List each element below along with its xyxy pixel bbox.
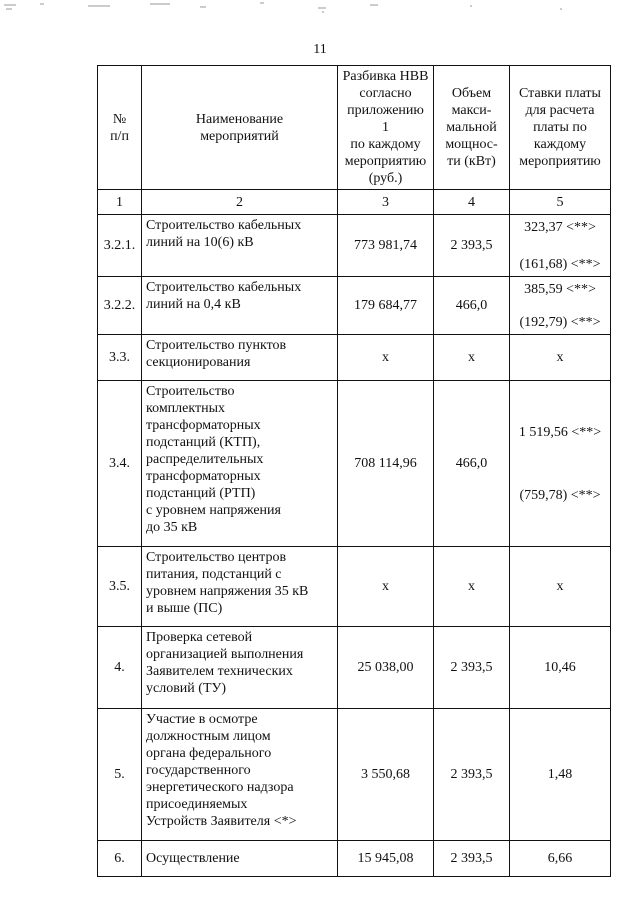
row-name-text: Строительство центров питания, подстанций с уровнем напряжения 35 кВ и выше (ПС) [146, 550, 309, 616]
row-name [142, 841, 338, 877]
row-number: 3.5. [98, 547, 142, 627]
row-power: 2 393,5 [434, 709, 510, 841]
header-rate-text: Ставки платы для расчета платы по каждому мероприятию [519, 86, 601, 169]
rate-top: 1 519,56 <**> [518, 424, 602, 440]
row-name-text: Строительство комплектных трансформаторных подстанций (КТП), распределительных трансформаторных подстанций (РТП) с уровнем напряжения до 35 кВ [146, 384, 281, 535]
header-name-text: Наименование мероприятий [195, 111, 284, 144]
row-number: 3.4. [98, 381, 142, 547]
row-number: 3.2.1. [98, 215, 142, 277]
row-rate: х [510, 335, 611, 381]
row-name [142, 215, 338, 277]
row-rate [510, 215, 611, 277]
row-nvv: х [338, 335, 434, 381]
header-name [142, 66, 338, 190]
table-row [98, 547, 611, 627]
header-rate [510, 66, 611, 190]
row-name-text: Строительство кабельных линий на 0,4 кВ [146, 280, 302, 312]
rate-stack [514, 424, 606, 504]
row-power: 466,0 [434, 381, 510, 547]
row-power: 2 393,5 [434, 627, 510, 709]
header-row [98, 66, 611, 190]
row-name [142, 627, 338, 709]
row-name-text: Строительство кабельных линий на 10(6) кВ [146, 218, 302, 250]
table-row [98, 381, 611, 547]
row-nvv: 15 945,08 [338, 841, 434, 877]
row-name [142, 547, 338, 627]
row-nvv: 773 981,74 [338, 215, 434, 277]
row-number: 5. [98, 709, 142, 841]
scan-artifact-marks [0, 0, 640, 16]
rate-stack [514, 219, 606, 273]
header-power [434, 66, 510, 190]
column-number: 3 [338, 190, 434, 215]
rate-stack [514, 281, 606, 331]
row-rate: 1,48 [510, 709, 611, 841]
table-row [98, 215, 611, 277]
column-number: 5 [510, 190, 611, 215]
header-power-text: Объем макси- мальной мощнос- ти (кВт) [445, 86, 498, 169]
table-row [98, 277, 611, 335]
row-number: 3.3. [98, 335, 142, 381]
row-nvv: 3 550,68 [338, 709, 434, 841]
header-no [98, 66, 142, 190]
row-name-text: Строительство пунктов секционирования [146, 338, 287, 370]
row-rate [510, 277, 611, 335]
row-name-text: Проверка сетевой организацией выполнения Заявителем технических условий (ТУ) [146, 630, 304, 696]
table-row [98, 627, 611, 709]
row-power: х [434, 547, 510, 627]
row-power: 2 393,5 [434, 215, 510, 277]
row-name [142, 335, 338, 381]
row-nvv: х [338, 547, 434, 627]
row-rate: х [510, 547, 611, 627]
row-name-text: Осуществление [146, 851, 240, 866]
column-number-row [98, 190, 611, 215]
row-nvv: 25 038,00 [338, 627, 434, 709]
rate-bottom: (161,68) <**> [519, 256, 601, 272]
rate-top: 323,37 <**> [524, 219, 596, 235]
table-row [98, 709, 611, 841]
row-name [142, 381, 338, 547]
row-nvv: 179 684,77 [338, 277, 434, 335]
column-number: 2 [142, 190, 338, 215]
rate-bottom: (192,79) <**> [519, 314, 601, 330]
row-rate: 10,46 [510, 627, 611, 709]
row-name-text: Участие в осмотре должностным лицом органа федерального государственного энергетического надзора присоединяемых Устройств Заявителя <*> [146, 712, 297, 829]
row-name [142, 277, 338, 335]
header-nvv [338, 66, 434, 190]
row-number: 6. [98, 841, 142, 877]
header-no-text: № п/п [110, 111, 129, 144]
row-nvv: 708 114,96 [338, 381, 434, 547]
row-name [142, 709, 338, 841]
rate-bottom: (759,78) <**> [519, 487, 601, 503]
row-rate: 6,66 [510, 841, 611, 877]
row-rate [510, 381, 611, 547]
row-number: 3.2.2. [98, 277, 142, 335]
rate-top: 385,59 <**> [524, 281, 596, 297]
tariff-table [97, 65, 611, 877]
row-number: 4. [98, 627, 142, 709]
table-row [98, 335, 611, 381]
row-power: х [434, 335, 510, 381]
header-nvv-text: Разбивка НВВ согласно приложению 1 по каждому мероприятию (руб.) [342, 69, 429, 186]
page-number: 11 [313, 42, 327, 57]
row-power: 2 393,5 [434, 841, 510, 877]
row-power: 466,0 [434, 277, 510, 335]
column-number: 1 [98, 190, 142, 215]
table-row [98, 841, 611, 877]
column-number: 4 [434, 190, 510, 215]
